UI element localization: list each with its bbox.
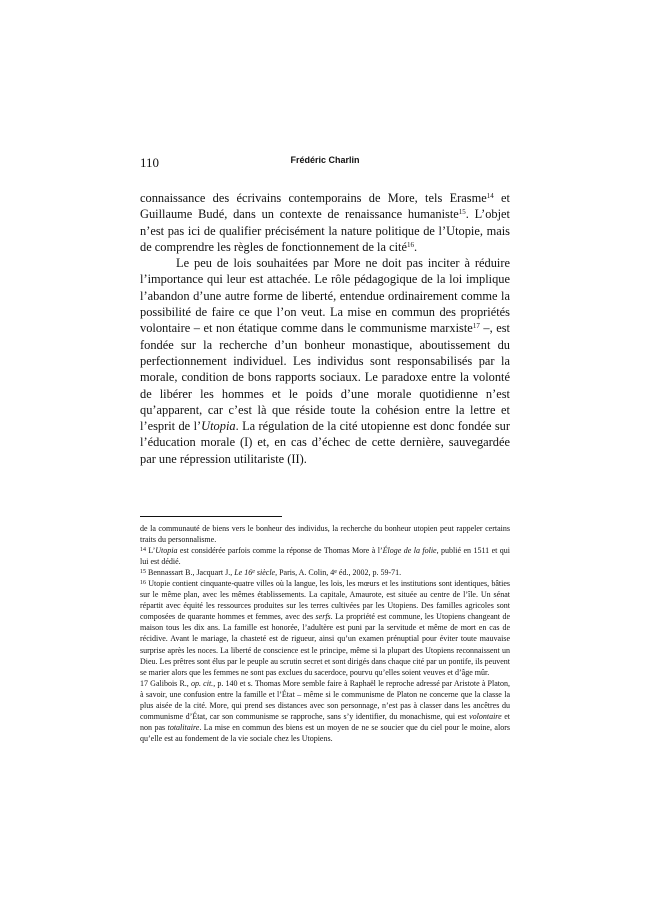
footnote-number: 15 (140, 569, 146, 576)
text-run: siècle (254, 568, 276, 578)
title-italic: Éloge de la folie (382, 546, 437, 556)
footnote-ref-14[interactable]: 14 (486, 192, 494, 200)
text-run: Utopie contient cinquante-quatre villes où la langue, les lois, les mœurs et les institutions sont identiques, bâties sur le même plan, avec les mêmes établissements. La capitale, Amaurote, est située au centre de l’île. Un sénat répartit avec équité les ressources produites sur les terres cultivées par les Utopiens. Des familles agricoles sont composées de quarante hommes et femmes, avec des (140, 579, 510, 622)
paragraph-2 (140, 255, 510, 467)
footnote-number: 16 (140, 580, 146, 587)
text-run: , publié en 1511 et qui lui est dédié. (140, 546, 511, 567)
footnote-separator (140, 516, 282, 517)
text-run: L’ (146, 546, 156, 556)
footnote-17 (140, 678, 510, 744)
text-run: . L’objet n’est pas ici de qualifier précisément la nature politique de l’Utopie, mais de comprendre les règles de fonctionnement de la cité (140, 207, 511, 254)
footnotes (140, 523, 510, 744)
text-run: . La propriété est commune, les Utopiens changeant de maison tous les dix ans. La famille est honorée, l’adultère est puni par la servitude et même de mort en cas de récidive. Avant le mariage, la chasteté est de rigueur, ainsi qu’un examen prénuptial pour éviter toute mauvaise surprise après les noces. La liberté de conscience est le principe, même si la plupart des Utopiens reconnaissent un Dieu. Les prêtres sont élus par le peuple au scrutin secret et sont dirigés dans chaque cité par un pontife, ils peuvent se marier alors que les femmes ne sont pas exclues du sacerdoce, pourvu qu’elles soient veuves et d’âge mûr. (140, 612, 510, 677)
title-italic: Utopia (155, 546, 178, 556)
text-run: Bennassart B., Jacquart J., (146, 568, 235, 578)
footnote-continuation: de la communauté de biens vers le bonheur des individus, la recherche du bonheur utopien peut rappeler certains traits du personnalisme. (140, 524, 510, 545)
page-number: 110 (140, 155, 160, 170)
italic-term: serfs (315, 612, 331, 622)
footnote-14 (140, 545, 510, 567)
footnote-ref-17[interactable]: 17 (472, 322, 480, 331)
text-run: est considérée parfois comme la réponse de Thomas More à l’ (177, 546, 383, 556)
text-run: Galibois R., (148, 678, 191, 688)
text-run: Le peu de lois souhaitées par More ne doit pas inciter à réduire l’importance qui leur est attachée. Le rôle pédagogique de la loi implique l’abandon d’une autre forme de liberté, entendue ordinairement comme la possibilité de faire ce que l’on veut. La mise en commun des propriétés volontaire – et non étatique comme dans le communisme marxiste (140, 256, 510, 336)
text-run: , p. 140 et s. Thomas More semble faire à Raphaël le reproche adressé par Aristote à Platon, à savoir, une confusion entre la famille et l’État – même si le communisme de Platon ne concerne que la classe la plus aisée de la cité. More, qui prend ses distances avec son personnage, n’est pas à classer dans les ancêtres du communisme d’État, car son communisme se rapproche, sans s’y identifier, du monachisme, qui est (140, 678, 511, 721)
footnote-number: 17 (140, 678, 148, 688)
italic-term: volontaire (469, 711, 502, 721)
text-run: et Guillaume Budé, dans un contexte de renaissance humaniste (140, 191, 510, 222)
body-text (140, 190, 510, 467)
superscript: e (252, 569, 255, 576)
footnote-ref-16[interactable]: 16 (406, 240, 414, 249)
text-run: éd., 2002, p. 59-71. (336, 568, 402, 578)
italic-term: totalitaire (167, 722, 200, 732)
text-run: . (413, 239, 418, 254)
superscript: e (334, 569, 337, 576)
text-run: . La mise en commun des biens est un moyen de ne se soucier que du ciel pour le moine, alors qu’elle est au fondement de la vie sociale chez les Utopiens. (140, 722, 510, 743)
title-italic (234, 568, 275, 577)
text-run: Le 16 (234, 568, 253, 578)
footnote-15 (140, 567, 510, 578)
title-italic: Utopia (201, 419, 236, 434)
text-run: , Paris, A. Colin, 4 (275, 568, 335, 578)
page-header (140, 155, 510, 171)
running-title: Frédéric Charlin (290, 155, 360, 165)
text-run: et non pas (140, 711, 510, 732)
text-run: –, est fondée sur la recherche d’un bonheur monastique, aboutissement du perfectionnement individuel. Les individus sont responsabilisés par la morale, condition de bons rapports sociaux. Le paradoxe entre la volonté de libérer les hommes et le poids d’une morale quotidienne n’est qu’apparent, car c’est là que réside toute la cohésion entre la lettre et l’esprit de l’ (140, 321, 510, 434)
text-run: . La régulation de la cité utopienne est donc fondée sur l’éducation morale (I) et, en cas d’échec de cette dernière, sauvegardée par une répression utilitariste (II). (140, 419, 510, 466)
paragraph-1 (140, 190, 510, 255)
text-run: connaissance des écrivains contemporains de More, tels Erasme (140, 191, 487, 205)
footnote-16 (140, 578, 510, 677)
footnote-number: 14 (140, 547, 146, 554)
footnote-ref-15[interactable]: 15 (458, 208, 466, 217)
italic-term: op. cit. (191, 678, 214, 688)
